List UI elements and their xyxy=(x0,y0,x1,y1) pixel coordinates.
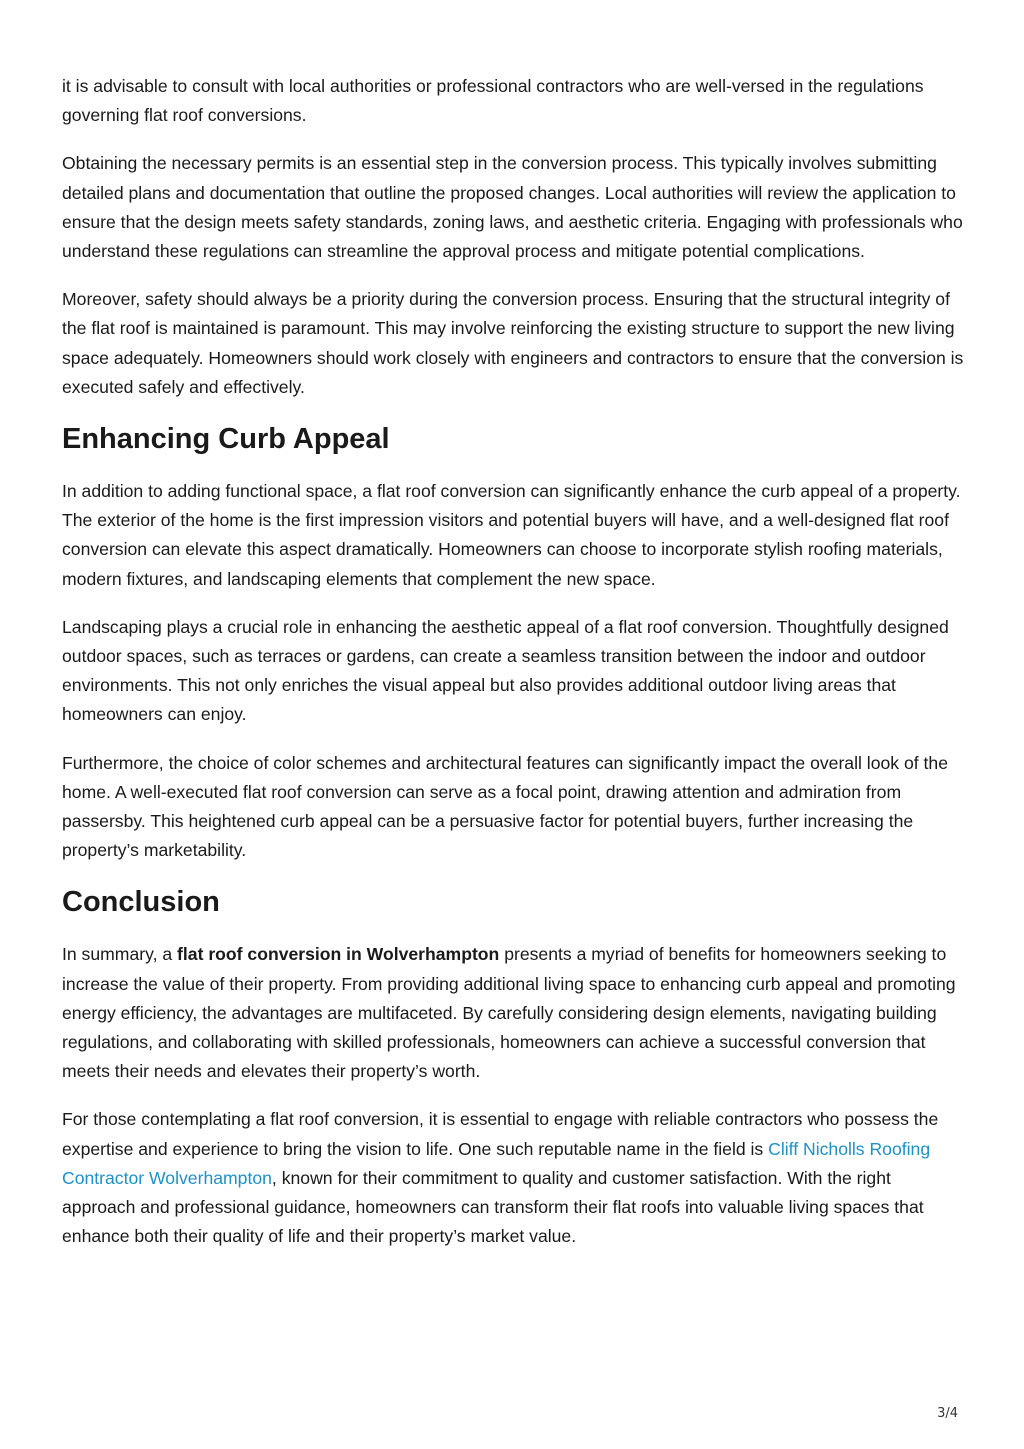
conclusion-paragraph-2 xyxy=(62,1105,967,1251)
intro-paragraph-1: it is advisable to consult with local authorities or professional contractors who are well-versed in the regulations governing flat roof conversions. xyxy=(62,76,924,126)
curb-paragraph-1: In addition to adding functional space, a flat roof conversion can significantly enhance the curb appeal of a property. The exterior of the home is the first impression visitors and potential buyers will have, and a well-designed flat roof conversion can elevate this aspect dramatically. Homeowners can choose to incorporate stylish roofing materials, modern fixtures, and landscaping elements that complement the new space. xyxy=(62,481,961,589)
conclusion-p2-text-after: , known for their commitment to quality and customer satisfaction. With the right approach and professional guidance, homeowners can transform their flat roofs into valuable living spaces that enhance both their quality of life and their property’s market value. xyxy=(62,1167,924,1247)
conclusion-p2-text-before: For those contemplating a flat roof conversion, it is essential to engage with reliable contractors who possess the expertise and experience to bring the vision to life. One such reputable name in the field is xyxy=(62,1109,939,1159)
conclusion-p1-bold-keyword: flat roof conversion in Wolverhampton xyxy=(177,944,500,965)
curb-paragraph-2: Landscaping plays a crucial role in enhancing the aesthetic appeal of a flat roof conversion. Thoughtfully designed outdoor spaces, such as terraces or gardens, can create a seamless transition between the indoor and outdoor environments. This not only enriches the visual appeal but also provides additional outdoor living areas that homeowners can enjoy. xyxy=(62,616,949,725)
heading-enhancing-curb-appeal: Enhancing Curb Appeal xyxy=(62,423,390,456)
contractor-link[interactable]: Cliff Nicholls Roofing Contractor Wolverhampton xyxy=(62,1138,931,1188)
conclusion-p1-text-after: presents a myriad of benefits for homeowners seeking to increase the value of their property. From providing additional living space to enhancing curb appeal and promoting energy efficiency, the advantages are multifaceted. By carefully considering design elements, navigating building regulations, and collaborating with skilled professionals, homeowners can achieve a successful conversion that meets their needs and elevates their property’s worth. xyxy=(62,944,956,1082)
page-number: 3/4 xyxy=(937,1406,958,1421)
heading-conclusion: Conclusion xyxy=(62,886,220,919)
conclusion-p1-text-before: In summary, a xyxy=(62,944,178,965)
intro-paragraph-3: Moreover, safety should always be a priority during the conversion process. Ensuring that the structural integrity of the flat roof is maintained is paramount. This may involve reinforcing the existing structure to support the new living space adequately. Homeowners should work closely with engineers and contractors to ensure that the conversion is executed safely and effectively. xyxy=(62,289,964,397)
intro-paragraph-2: Obtaining the necessary permits is an essential step in the conversion process. This typically involves submitting detailed plans and documentation that outline the proposed changes. Local authorities will review the application to ensure that the design meets safety standards, zoning laws, and aesthetic criteria. Engaging with professionals who understand these regulations can streamline the approval process and mitigate potential complications. xyxy=(62,153,963,262)
document-page xyxy=(62,72,967,1271)
curb-paragraph-3: Furthermore, the choice of color schemes and architectural features can significantly impact the overall look of the home. A well-executed flat roof conversion can serve as a focal point, drawing attention and admiration from passersby. This heightened curb appeal can be a persuasive factor for potential buyers, further increasing the property’s marketability. xyxy=(62,752,948,861)
conclusion-paragraph-1 xyxy=(62,940,967,1086)
